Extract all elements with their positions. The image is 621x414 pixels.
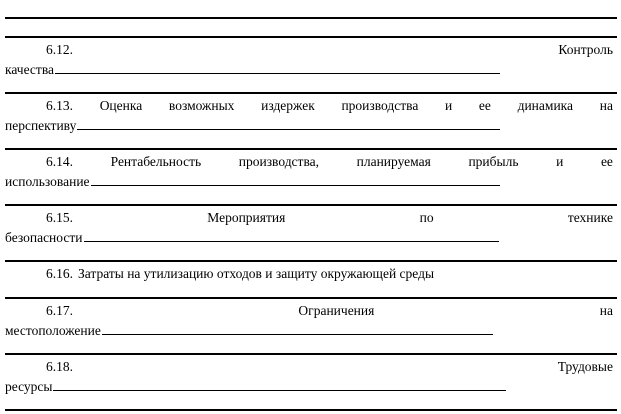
separator-line [5,36,617,38]
item-6-15-line2 [5,227,613,247]
separator-line [5,204,617,206]
item-word: динамика [517,98,574,113]
item-word: прибыль [468,154,519,169]
item-6-12-line1 [5,40,613,59]
item-6-14 [5,152,613,191]
item-6-12-line2 [5,59,613,79]
item-6-16-line1 [5,264,613,283]
item-word: ее [600,154,613,169]
blank-fill-field[interactable] [102,320,493,335]
item-6-15-line1 [5,208,613,227]
item-number: 6.16. [46,266,73,281]
item-text: Затраты на утилизацию отходов и защиту окружающей среды [78,266,435,281]
item-number: 6.15. [46,210,73,225]
item-word: и [445,98,453,113]
item-6-15 [5,208,613,247]
item-continuation: ресурсы [5,379,53,394]
separator-line [5,297,617,299]
separator-line [5,148,617,150]
item-word: возможных [168,98,235,113]
item-6-18-line2 [5,376,613,396]
item-word: производства [341,98,419,113]
item-6-17 [5,301,613,340]
item-6-12 [5,40,613,79]
item-word: планируемая [356,154,431,169]
item-number: 6.13. [46,98,73,113]
item-number: 6.18. [46,359,73,374]
item-continuation: безопасности [5,230,83,245]
blank-fill-field[interactable] [53,376,506,391]
separator-line [5,17,617,19]
item-6-13 [5,96,613,135]
item-word: Ограничения [298,303,375,318]
blank-fill-field[interactable] [55,59,500,74]
blank-fill-field[interactable] [84,227,499,242]
item-word: на [599,303,613,318]
item-6-18-line1 [5,357,613,376]
separator-line [5,353,617,355]
item-6-16 [5,264,613,283]
item-continuation: перспективу [5,118,77,133]
item-word: ее [478,98,491,113]
item-6-17-line2 [5,320,613,340]
item-6-13-line1 [5,96,613,115]
separator-line [5,409,617,411]
separator-line [5,260,617,262]
item-word: издержек [261,98,315,113]
item-6-13-line2 [5,115,613,135]
item-6-14-line1 [5,152,613,171]
item-number: 6.12. [46,42,73,57]
item-word: Трудовые [557,359,613,374]
item-number: 6.14. [46,154,73,169]
item-word: Мероприятия [207,210,286,225]
item-number: 6.17. [46,303,73,318]
blank-fill-field[interactable] [77,115,500,130]
item-word: и [556,154,564,169]
item-6-18 [5,357,613,396]
item-word: Оценка [99,98,143,113]
item-word: производства, [238,154,320,169]
blank-fill-field[interactable] [91,171,500,186]
item-6-14-line2 [5,171,613,191]
item-continuation: местоположение [5,323,101,338]
item-6-17-line1 [5,301,613,320]
item-word: Рентабельность [110,154,202,169]
item-word: на [599,98,613,113]
item-word: по [419,210,434,225]
separator-line [5,92,617,94]
item-word: Контроль [558,42,613,57]
item-continuation: использование [5,174,90,189]
item-word: технике [567,210,613,225]
item-continuation: качества [5,62,55,77]
